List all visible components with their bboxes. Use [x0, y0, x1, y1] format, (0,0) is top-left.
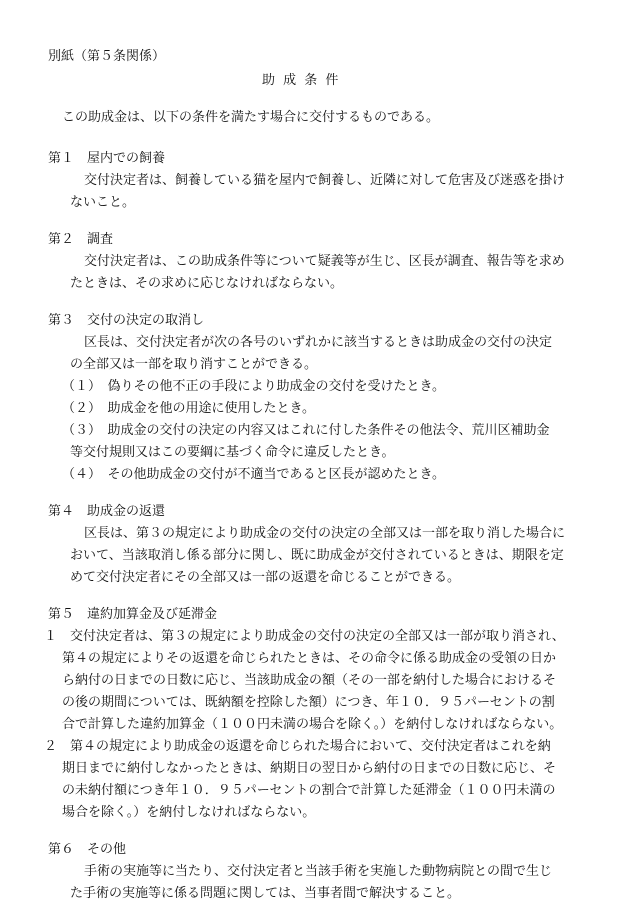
section-5-line: 第４の規定によりその返還を命じられたときは、その命令に係る助成金の受領の日か	[62, 651, 557, 666]
section-6-line: た手術の実施等に係る問題に関しては、当事者間で解決すること。	[70, 886, 461, 901]
section-3-line: 区長は、交付決定者が次の各号のいずれかに該当するときは助成金の交付の決定	[84, 335, 553, 350]
section-1-line: ないこと。	[70, 195, 136, 210]
section-2-heading: 第２ 調査	[48, 232, 114, 247]
section-5-line: の後の期間については、既納額を控除した額）につき、年１０．９５パーセントの割	[62, 695, 555, 710]
section-5-line: 場合を除く。）を納付しなければならない。	[62, 805, 316, 820]
section-5-heading: 第５ 違約加算金及び延滞金	[48, 607, 218, 622]
section-5-clause-1: １ 交付決定者は、第３の規定により助成金の交付の決定の全部又は一部が取り消され、	[44, 629, 565, 644]
intro-paragraph: この助成金は、以下の条件を満たす場合に交付するものである。	[62, 110, 440, 125]
section-3-item: （３） 助成金の交付の決定の内容又はこれに付した条件その他法令、荒川区補助金	[62, 423, 550, 438]
section-3-heading: 第３ 交付の決定の取消し	[48, 313, 205, 328]
section-5-clause-2: ２ 第４の規定により助成金の返還を命じられた場合において、交付決定者はこれを納	[44, 739, 551, 754]
section-2-line: たときは、その求めに応じなければならない。	[70, 276, 344, 291]
section-5-line: ら納付の日までの日数に応じ、当該助成金の額（その一部を納付した場合におけるそ	[62, 673, 557, 688]
section-5-line: の未納付額につき年１０．９５パーセントの割合で計算した延滞金（１００円未満の	[62, 783, 556, 798]
section-4-line: めて交付決定者にその全部又は一部の返還を命じることができる。	[70, 570, 461, 585]
section-3-item-continuation: 等交付規則又はこの要綱に基づく命令に違反したとき。	[70, 445, 395, 460]
section-4-line: おいて、当該取消し係る部分に関し、既に助成金が交付されているときは、期限を定	[70, 548, 564, 563]
section-6-heading: 第６ その他	[48, 842, 127, 857]
section-3-item: （２） 助成金を他の用途に使用したとき。	[62, 401, 315, 416]
section-5-line: 期日までに納付しなかったときは、納期日の翌日から納付の日までの日数に応じ、そ	[62, 761, 557, 776]
section-4-heading: 第４ 助成金の返還	[48, 504, 166, 519]
section-1-line: 交付決定者は、飼養している猫を屋内で飼養し、近隣に対して危害及び迷惑を掛け	[84, 173, 566, 188]
document-title: 助 成 条 件	[262, 73, 341, 88]
section-1-heading: 第１ 屋内での飼養	[48, 151, 166, 166]
section-3-item: （１） 偽りその他不正の手段により助成金の交付を受けたとき。	[62, 379, 445, 394]
section-3-item: （４） その他助成金の交付が不適当であると区長が認めたとき。	[62, 467, 445, 482]
section-2-line: 交付決定者は、この助成条件等について疑義等が生じ、区長が調査、報告等を求め	[84, 254, 565, 269]
section-4-line: 区長は、第３の規定により助成金の交付の決定の全部又は一部を取り消した場合に	[84, 526, 566, 541]
section-5-line: 合で計算した違約加算金（１００円未満の場合を除く。）を納付しなければならない。	[62, 717, 563, 732]
attachment-label: 別紙（第５条関係）	[48, 49, 166, 64]
section-3-line: の全部又は一部を取り消すことができる。	[70, 357, 318, 372]
section-6-line: 手術の実施等に当たり、交付決定者と当該手術を実施した動物病院との間で生じ	[84, 864, 553, 879]
